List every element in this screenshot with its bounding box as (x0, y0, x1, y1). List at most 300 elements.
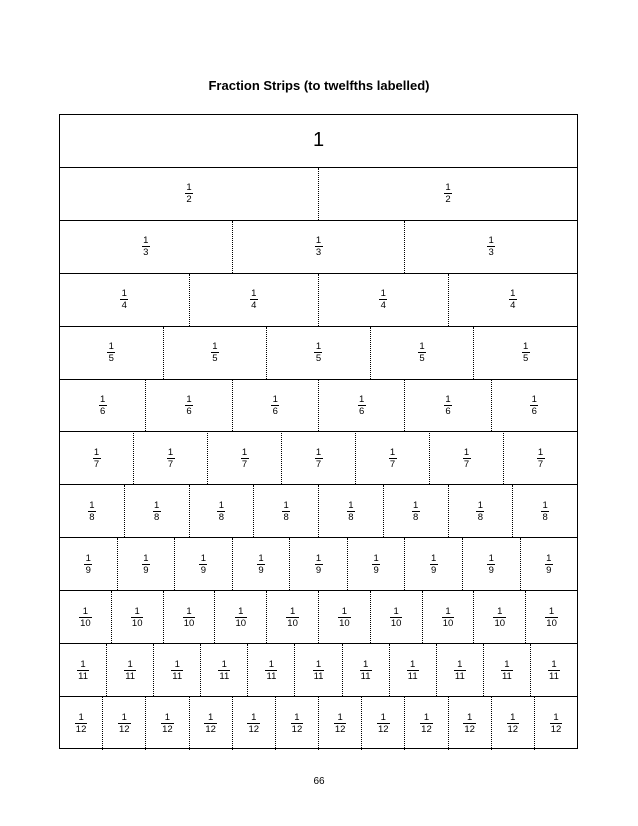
fraction-denominator: 10 (442, 617, 454, 629)
fraction-numerator: 1 (294, 712, 300, 724)
fraction-numerator: 1 (445, 394, 451, 406)
fraction-label (541, 500, 549, 523)
strip-2ths (60, 168, 577, 221)
fraction-cell (343, 644, 390, 696)
fraction-denominator: 8 (89, 511, 95, 523)
fraction-denominator: 11 (454, 670, 465, 682)
fraction-label (315, 553, 323, 576)
fraction-numerator: 1 (121, 288, 127, 300)
fraction-numerator: 1 (164, 712, 171, 724)
fraction-label (487, 235, 495, 258)
fraction-numerator: 1 (488, 552, 494, 564)
fraction-denominator: 12 (118, 724, 130, 736)
fraction-cell (254, 485, 319, 537)
fraction-cell (60, 168, 319, 220)
fraction-label (77, 659, 89, 682)
fraction-denominator: 11 (266, 670, 277, 682)
fraction-label (185, 182, 193, 205)
fraction-denominator: 8 (412, 511, 419, 523)
fraction-denominator: 11 (501, 670, 512, 682)
fraction-label (545, 606, 558, 629)
fraction-numerator: 1 (537, 446, 544, 458)
fraction-numerator: 1 (80, 658, 86, 670)
fraction-label (418, 341, 426, 364)
fraction-label (84, 553, 92, 576)
fraction-label (347, 500, 355, 523)
fraction-cell (103, 697, 146, 750)
fraction-numerator: 1 (121, 712, 127, 724)
fraction-numerator: 1 (362, 658, 369, 670)
fraction-label (444, 394, 452, 417)
fraction-cell (112, 591, 164, 643)
fraction-numerator: 1 (272, 394, 278, 406)
fraction-numerator: 1 (548, 605, 555, 617)
fraction-numerator: 1 (546, 552, 552, 564)
fraction-label (314, 341, 322, 364)
fraction-label (153, 500, 161, 523)
fraction-cell (371, 327, 475, 379)
fraction-label (183, 606, 196, 629)
fraction-cell (423, 591, 475, 643)
fraction-cell (295, 644, 342, 696)
fraction-label (442, 606, 455, 629)
fraction-cell (190, 697, 233, 750)
fraction-label (291, 712, 304, 735)
fraction-denominator: 12 (248, 724, 260, 736)
fraction-label (265, 659, 277, 682)
fraction-label (124, 659, 136, 682)
fraction-label (463, 712, 476, 735)
fraction-cell (190, 274, 320, 326)
fraction-cell (60, 380, 146, 432)
fraction-cell (319, 591, 371, 643)
fraction-denominator: 11 (549, 670, 559, 682)
fraction-numerator: 1 (523, 341, 529, 353)
fraction-label (131, 606, 144, 629)
strip-8ths (60, 485, 577, 538)
fraction-numerator: 1 (218, 499, 225, 511)
fraction-denominator: 6 (358, 406, 365, 418)
fraction-numerator: 1 (238, 605, 244, 617)
fraction-numerator: 1 (186, 182, 192, 194)
fraction-numerator: 1 (186, 394, 192, 406)
fraction-numerator: 1 (200, 552, 207, 564)
fraction-numerator: 1 (497, 605, 503, 617)
fraction-label (93, 447, 101, 470)
fraction-denominator: 3 (488, 247, 494, 259)
fraction-numerator: 1 (419, 341, 425, 353)
strip-6ths (60, 380, 577, 433)
fraction-denominator: 8 (542, 511, 548, 523)
fraction-numerator: 1 (315, 552, 322, 564)
fraction-cell (233, 380, 319, 432)
fraction-label (358, 394, 366, 417)
fraction-denominator: 6 (100, 406, 106, 418)
fraction-cell (521, 538, 578, 590)
fraction-denominator: 2 (186, 194, 192, 206)
fraction-label (444, 182, 452, 205)
fraction-label (286, 606, 299, 629)
fraction-label (407, 659, 419, 682)
fraction-cell (267, 591, 319, 643)
fraction-numerator: 1 (373, 552, 379, 564)
fraction-denominator: 8 (348, 511, 354, 523)
fraction-denominator: 4 (510, 300, 516, 312)
fraction-denominator: 6 (186, 406, 192, 418)
fraction-numerator: 1 (143, 552, 149, 564)
fraction-label (271, 394, 279, 417)
strip-3ths (60, 221, 577, 274)
fraction-denominator: 2 (445, 194, 451, 206)
fraction-denominator: 9 (431, 564, 437, 576)
fraction-denominator: 12 (464, 724, 475, 736)
fraction-denominator: 9 (143, 564, 149, 576)
fraction-numerator: 1 (127, 658, 133, 670)
fraction-label (257, 553, 265, 576)
fraction-label (199, 553, 207, 576)
fraction-label (507, 712, 520, 735)
fraction-label (476, 500, 484, 523)
fraction-label (545, 553, 553, 576)
fraction-label (79, 606, 92, 629)
fraction-label (171, 659, 183, 682)
fraction-denominator: 5 (108, 353, 114, 365)
fraction-numerator: 1 (551, 658, 557, 670)
strip-7ths (60, 433, 577, 486)
fraction-numerator: 1 (380, 712, 386, 724)
fraction-denominator: 4 (380, 300, 386, 312)
fraction-label (548, 659, 560, 682)
fraction-label (88, 500, 96, 523)
fraction-denominator: 10 (287, 617, 298, 629)
fraction-cell (405, 697, 448, 750)
fraction-label (142, 553, 150, 576)
fraction-numerator: 1 (143, 235, 149, 247)
fraction-denominator: 7 (93, 458, 100, 470)
fraction-label (167, 447, 175, 470)
fraction-label (75, 712, 88, 735)
fraction-label (537, 447, 545, 470)
strip-5ths (60, 327, 577, 380)
fraction-label (463, 447, 471, 470)
fraction-label (204, 712, 217, 735)
fraction-label (247, 712, 260, 735)
fraction-label (379, 288, 387, 311)
fraction-denominator: 4 (251, 300, 257, 312)
fraction-cell (371, 591, 423, 643)
fraction-numerator: 1 (393, 605, 399, 617)
fraction-cell (154, 644, 201, 696)
fraction-label (550, 712, 563, 735)
fraction-denominator: 12 (507, 724, 519, 736)
fraction-label (389, 447, 397, 470)
fraction-label (360, 659, 372, 682)
fraction-denominator: 9 (85, 564, 91, 576)
fraction-denominator: 9 (200, 564, 207, 576)
fraction-denominator: 12 (75, 724, 87, 736)
fraction-cell (248, 644, 295, 696)
fraction-numerator: 1 (85, 552, 91, 564)
fraction-numerator: 1 (423, 712, 430, 724)
fraction-label (282, 500, 290, 523)
fraction-denominator: 12 (421, 724, 432, 736)
fraction-denominator: 10 (235, 617, 247, 629)
fraction-label (161, 712, 174, 735)
fraction-label (390, 606, 403, 629)
fraction-cell (319, 485, 384, 537)
fraction-numerator: 1 (89, 499, 95, 511)
fraction-cell (319, 274, 449, 326)
fraction-denominator: 10 (390, 617, 402, 629)
fraction-cell (118, 538, 176, 590)
fraction-cell (405, 538, 463, 590)
fraction-label (420, 712, 433, 735)
fraction-denominator: 8 (477, 511, 484, 523)
fraction-cell (449, 274, 578, 326)
fraction-label (454, 659, 466, 682)
strip-9ths (60, 538, 577, 591)
fraction-strips (59, 114, 578, 749)
fraction-denominator: 11 (407, 670, 418, 682)
fraction-cell (60, 485, 125, 537)
fraction-label (412, 500, 420, 523)
fraction-numerator: 1 (241, 446, 248, 458)
fraction-numerator: 1 (463, 446, 470, 458)
fraction-cell (390, 644, 437, 696)
fraction-numerator: 1 (510, 712, 516, 724)
fraction-cell (319, 697, 362, 750)
fraction-numerator: 1 (315, 341, 322, 353)
fraction-numerator: 1 (78, 712, 84, 724)
fraction-denominator: 9 (546, 564, 552, 576)
fraction-label (430, 553, 438, 576)
fraction-cell (513, 485, 577, 537)
fraction-denominator: 11 (313, 670, 324, 682)
page-number: 66 (313, 776, 325, 787)
fraction-label (530, 394, 538, 417)
fraction-label (315, 235, 323, 258)
fraction-cell (107, 644, 154, 696)
fraction-denominator: 9 (258, 564, 264, 576)
fraction-cell (60, 591, 112, 643)
fraction-denominator: 3 (143, 247, 149, 259)
fraction-numerator: 1 (341, 605, 348, 617)
fraction-cell (535, 697, 577, 750)
fraction-denominator: 8 (153, 511, 160, 523)
whole-strip (60, 115, 577, 168)
fraction-numerator: 1 (221, 658, 227, 670)
fraction-label (338, 606, 351, 629)
fraction-denominator: 10 (339, 617, 350, 629)
fraction-cell (164, 591, 216, 643)
fraction-numerator: 1 (167, 446, 174, 458)
fraction-numerator: 1 (412, 499, 419, 511)
whole-label: 1 (312, 129, 325, 152)
fraction-denominator: 11 (78, 670, 88, 682)
fraction-numerator: 1 (410, 658, 416, 670)
fraction-label (217, 500, 225, 523)
fraction-cell (405, 380, 491, 432)
fraction-cell (405, 221, 577, 273)
fraction-cell (190, 485, 255, 537)
fraction-denominator: 12 (378, 724, 389, 736)
fraction-numerator: 1 (358, 394, 365, 406)
fraction-cell (60, 644, 107, 696)
fraction-denominator: 7 (315, 458, 322, 470)
fraction-numerator: 1 (212, 341, 218, 353)
fraction-denominator: 7 (389, 458, 396, 470)
fraction-numerator: 1 (82, 605, 89, 617)
fraction-label (372, 553, 380, 576)
fraction-denominator: 6 (272, 406, 278, 418)
fraction-cell (474, 327, 577, 379)
fraction-numerator: 1 (380, 288, 386, 300)
fraction-denominator: 5 (315, 353, 322, 365)
fraction-numerator: 1 (315, 658, 322, 670)
fraction-cell (319, 380, 405, 432)
fraction-denominator: 12 (291, 724, 303, 736)
fraction-denominator: 8 (218, 511, 225, 523)
fraction-cell (356, 433, 430, 485)
fraction-label (493, 606, 506, 629)
fraction-label (211, 341, 219, 364)
fraction-numerator: 1 (466, 712, 473, 724)
strip-4ths (60, 274, 577, 327)
fraction-numerator: 1 (207, 712, 214, 724)
fraction-denominator: 12 (205, 724, 216, 736)
fraction-label (334, 712, 347, 735)
fraction-label (185, 394, 193, 417)
fraction-denominator: 7 (167, 458, 174, 470)
fraction-numerator: 1 (153, 499, 160, 511)
fraction-label (118, 712, 131, 735)
fraction-denominator: 7 (537, 458, 544, 470)
fraction-denominator: 5 (419, 353, 425, 365)
page-title: Fraction Strips (to twelfths labelled) (208, 78, 430, 93)
fraction-numerator: 1 (268, 658, 275, 670)
fraction-cell (449, 485, 514, 537)
fraction-numerator: 1 (504, 658, 510, 670)
fraction-numerator: 1 (553, 712, 559, 724)
fraction-denominator: 11 (172, 670, 183, 682)
fraction-denominator: 12 (162, 724, 173, 736)
fraction-cell (348, 538, 406, 590)
fraction-numerator: 1 (445, 182, 451, 194)
fraction-denominator: 10 (131, 617, 143, 629)
fraction-cell (267, 327, 371, 379)
fraction-cell (276, 697, 319, 750)
fraction-numerator: 1 (457, 658, 463, 670)
fraction-cell (492, 697, 535, 750)
fraction-label (107, 341, 115, 364)
fraction-denominator: 11 (125, 670, 136, 682)
fraction-cell (146, 697, 189, 750)
fraction-cell (362, 697, 405, 750)
fraction-cell (60, 327, 164, 379)
fraction-cell (531, 644, 577, 696)
fraction-cell (60, 697, 103, 750)
fraction-denominator: 4 (121, 300, 127, 312)
fraction-cell (504, 433, 577, 485)
fraction-label (501, 659, 513, 682)
fraction-denominator: 5 (212, 353, 218, 365)
fraction-numerator: 1 (186, 605, 192, 617)
fraction-cell (437, 644, 484, 696)
fraction-label (313, 659, 325, 682)
fraction-label (235, 606, 248, 629)
fraction-label (487, 553, 495, 576)
fraction-cell (201, 644, 248, 696)
fraction-denominator: 10 (546, 617, 557, 629)
fraction-numerator: 1 (251, 288, 257, 300)
fraction-numerator: 1 (258, 552, 264, 564)
fraction-label (142, 235, 150, 258)
fraction-numerator: 1 (389, 446, 396, 458)
fraction-denominator: 3 (315, 247, 322, 259)
fraction-numerator: 1 (134, 605, 140, 617)
fraction-cell (175, 538, 233, 590)
fraction-numerator: 1 (289, 605, 296, 617)
fraction-cell (233, 697, 276, 750)
fraction-numerator: 1 (174, 658, 180, 670)
fraction-cell (319, 168, 577, 220)
fraction-denominator: 7 (241, 458, 248, 470)
fraction-denominator: 9 (315, 564, 322, 576)
strip-10ths (60, 591, 577, 644)
fraction-denominator: 10 (183, 617, 195, 629)
fraction-numerator: 1 (251, 712, 257, 724)
fraction-cell (233, 221, 406, 273)
fraction-denominator: 10 (494, 617, 506, 629)
fraction-denominator: 9 (373, 564, 379, 576)
fraction-cell (146, 380, 232, 432)
fraction-label (218, 659, 230, 682)
fraction-numerator: 1 (100, 394, 106, 406)
fraction-cell (233, 538, 291, 590)
fraction-label (120, 288, 128, 311)
fraction-denominator: 12 (334, 724, 346, 736)
fraction-label (377, 712, 390, 735)
fraction-cell (215, 591, 267, 643)
fraction-cell (60, 433, 134, 485)
fraction-numerator: 1 (542, 499, 548, 511)
fraction-numerator: 1 (510, 288, 516, 300)
fraction-cell (449, 697, 492, 750)
fraction-cell (492, 380, 577, 432)
fraction-numerator: 1 (283, 499, 289, 511)
fraction-denominator: 5 (523, 353, 529, 365)
fraction-label (250, 288, 258, 311)
fraction-label (522, 341, 530, 364)
fraction-label (99, 394, 107, 417)
fraction-cell (484, 644, 531, 696)
fraction-cell (474, 591, 526, 643)
fraction-numerator: 1 (431, 552, 437, 564)
fraction-cell (208, 433, 282, 485)
fraction-cell (290, 538, 348, 590)
fraction-denominator: 11 (360, 670, 371, 682)
fraction-numerator: 1 (337, 712, 343, 724)
fraction-denominator: 8 (283, 511, 289, 523)
fraction-denominator: 6 (445, 406, 451, 418)
fraction-cell (282, 433, 356, 485)
fraction-denominator: 6 (531, 406, 537, 418)
fraction-cell (60, 538, 118, 590)
fraction-label (241, 447, 249, 470)
strip-12ths (60, 697, 577, 750)
fraction-label (315, 447, 323, 470)
fraction-numerator: 1 (477, 499, 484, 511)
